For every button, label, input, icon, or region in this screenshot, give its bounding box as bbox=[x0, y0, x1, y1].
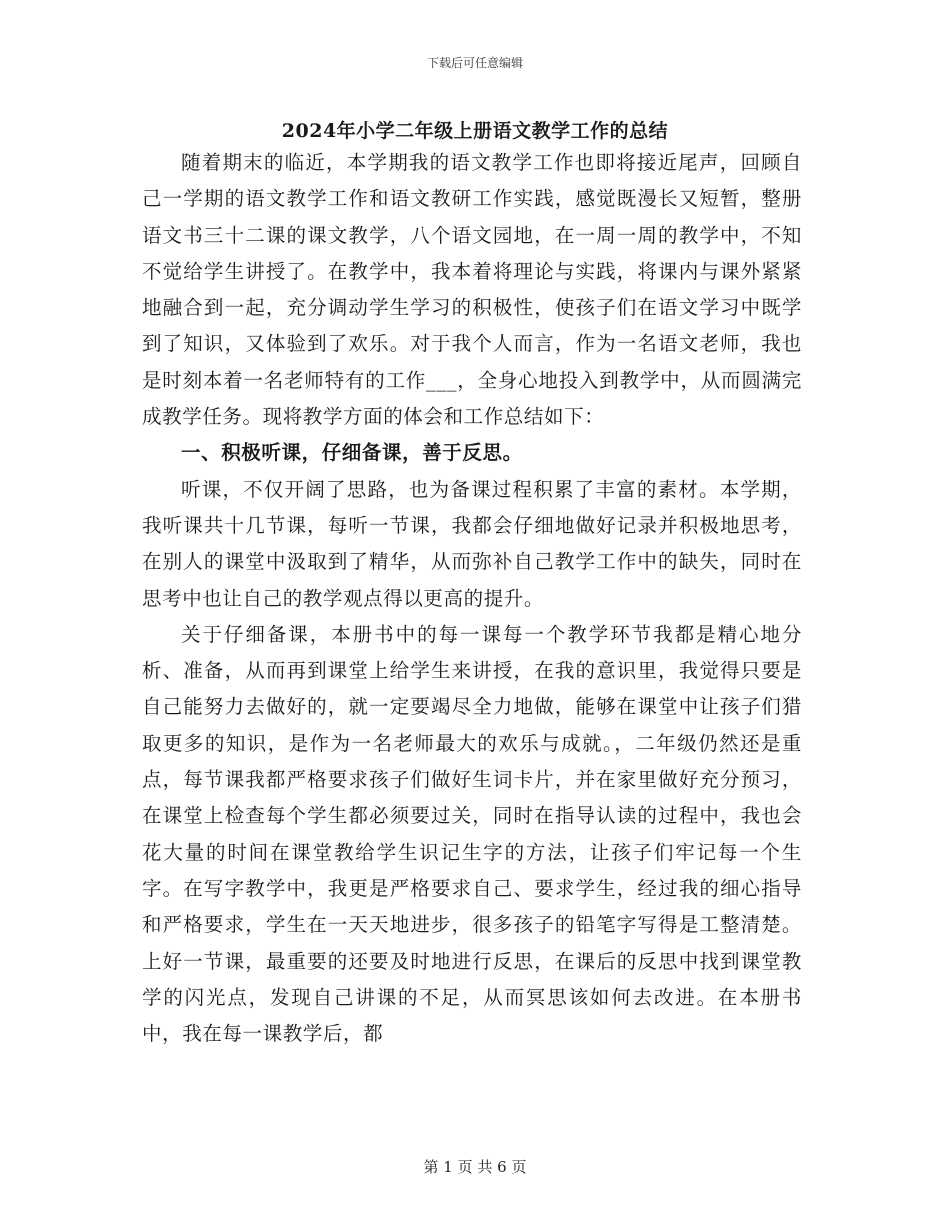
preparation-paragraph: 关于仔细备课，本册书中的每一课每一个教学环节我都是精心地分析、准备，从而再到课堂上给学生来讲授，在我的意识里，我觉得只要是自己能努力去做好的，就一定要竭尽全力地做，能够在课堂中让孩子们猎取更多的知识，是作为一名老师最大的欢乐与成就。，二年级仍然还是重点，每节课我都严格要求孩子们做好生词卡片，并在家里做好充分预习，在课堂上检查每个学生都必须要过关，同时在指导认读的过程中，我也会花大量的时间在课堂教给学生识记生字的方法，让孩子们牢记每一个生字。在写字教学中，我更是严格要求自己、要求学生，经过我的细心指导和严格要求，学生在一天天地进步，很多孩子的铅笔字写得是工整清楚。上好一节课，最重要的还要及时地进行反思，在课后的反思中找到课堂教学的闪光点，发现自己讲课的不足，从而冥思该如何去改进。在本册书中，我在每一课教学后，都 bbox=[142, 622, 802, 1046]
listening-paragraph: 听课，不仅开阔了思路，也为备课过程积累了丰富的素材。本学期，我听课共十几节课，每听一节课，我都会仔细地做好记录并积极地思考，在别人的课堂中汲取到了精华，从而弥补自己教学工作中的缺失，同时在思考中也让自己的教学观点得以更高的提升。 bbox=[142, 477, 802, 610]
document-title: 2024年小学二年级上册语文教学工作的总结 bbox=[281, 120, 669, 142]
section-heading: 一、积极听课，仔细备课，善于反思。 bbox=[181, 441, 523, 465]
header-note: 下载后可任意编辑 bbox=[426, 56, 523, 70]
document-body bbox=[142, 145, 802, 1052]
page-footer: 第 1 页 共 6 页 bbox=[423, 1158, 527, 1176]
intro-paragraph: 随着期末的临近，本学期我的语文教学工作也即将接近尾声，回顾自己一学期的语文教学工作和语文教研工作实践，感觉既漫长又短暂，整册语文书三十二课的课文教学，八个语文园地，在一周一周的教学中，不知不觉给学生讲授了。在教学中，我本着将理论与实践，将课内与课外紧紧地融合到一起，充分调动学生学习的积极性，使孩子们在语文学习中既学到了知识，又体验到了欢乐。对于我个人而言，作为一名语文老师，我也是时刻本着一名老师特有的工作___，全身心地投入到教学中，从而圆满完成教学任务。现将教学方面的体会和工作总结如下： bbox=[142, 151, 802, 429]
